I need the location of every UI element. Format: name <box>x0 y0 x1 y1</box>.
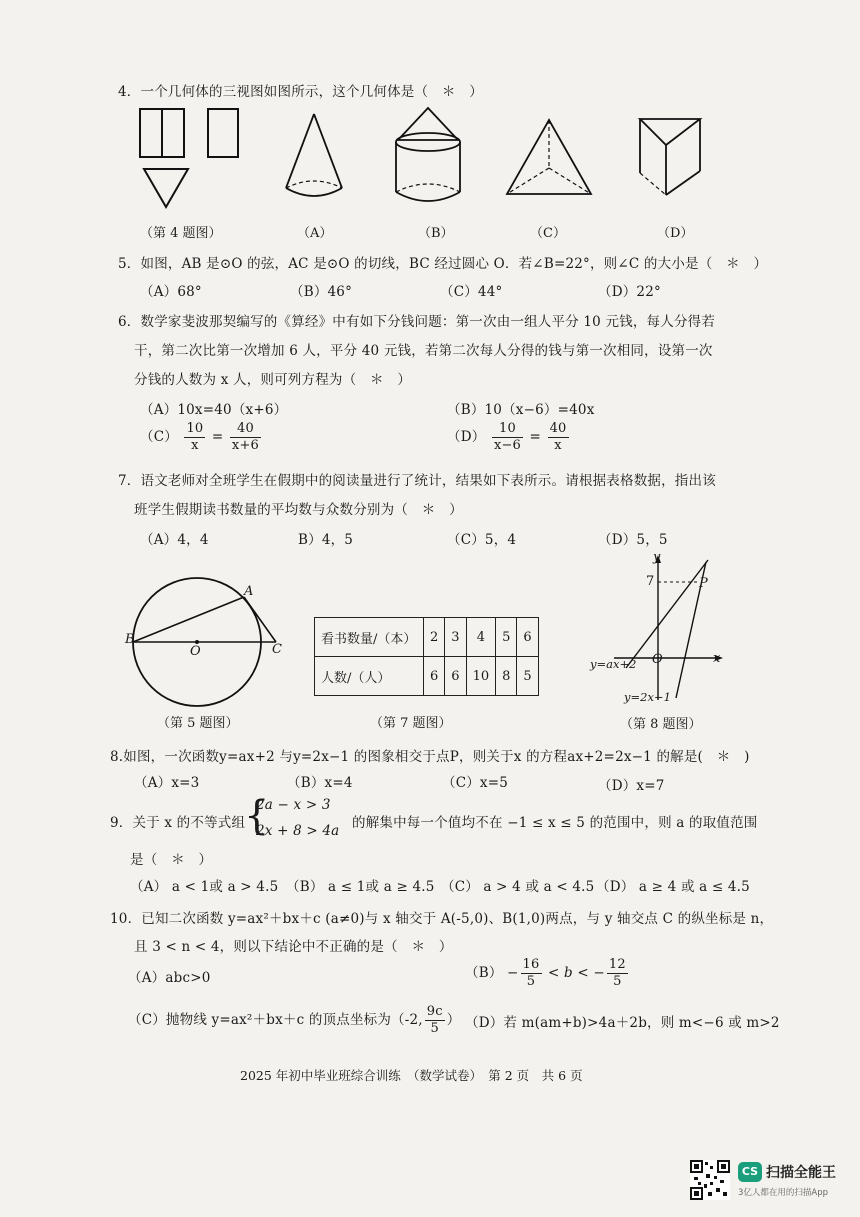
table-cell: 6 <box>445 657 466 696</box>
q4-option-c-pyramid <box>505 118 595 198</box>
q10-option-b-minus2: − <box>593 965 605 981</box>
page-footer: 2025 年初中毕业班综合训练 （数学试卷） 第 2 页 共 6 页 <box>240 1068 583 1083</box>
q6-option-d-num2: 40 <box>549 421 567 436</box>
q6-option-c-den2: x+6 <box>231 438 260 453</box>
q6-option-a: （A）10x=40（x+6） <box>140 402 288 418</box>
q6-option-c-frac2 <box>230 421 261 454</box>
q7-fig-caption: （第 7 题图） <box>370 716 452 731</box>
q10-option-c-den: 5 <box>430 1021 440 1036</box>
q6-option-c-den1: x <box>191 438 199 453</box>
q10-option-a: （A）abc>0 <box>128 970 211 986</box>
q5-figure-circle <box>120 570 300 710</box>
q6-option-c <box>140 421 263 454</box>
q10-option-d: （D）若 m(am+b)>4a＋2b，则 m<−6 或 m>2 <box>465 1015 780 1031</box>
q9-option-c: （C） a > 4 或 a < 4.5 <box>441 879 595 895</box>
q9-prefix: 9．关于 x 的不等式组 <box>110 815 246 831</box>
q4-option-a: （A） <box>297 226 333 241</box>
table-row <box>315 618 539 657</box>
table-cell: 8 <box>496 657 517 696</box>
q4-option-b-cylinder-cone <box>392 106 472 216</box>
q7-row1-header: 看书数量/（本） <box>315 618 424 657</box>
q8-option-a: （A）x=3 <box>134 775 200 791</box>
q6-option-d-den2: x <box>554 438 562 453</box>
q8-label-p: P <box>699 576 708 591</box>
q6-option-d-eq: = <box>529 429 542 445</box>
q9-option-a: （A） a < 1或 a > 4.5 <box>130 879 279 895</box>
q7-option-d: （D）5，5 <box>598 532 668 548</box>
q6-option-d-label: （D） <box>447 429 486 445</box>
q10-option-b-frac1 <box>521 957 542 990</box>
q6-option-c-frac1 <box>184 421 205 454</box>
q8-option-c: （C）x=5 <box>442 775 509 791</box>
q7-stem-line2: 班学生假期读书数量的平均数与众数分别为（ ＊ ） <box>134 502 463 518</box>
q9-line2: 是（ ＊ ） <box>130 852 213 868</box>
q9-option-d: （D） a ≥ 4 或 a ≤ 4.5 <box>596 879 750 895</box>
q6-option-d-frac2 <box>548 421 569 454</box>
q6-option-d-den1: x−6 <box>493 438 522 453</box>
table-cell: 6 <box>517 618 538 657</box>
table-cell: 5 <box>517 657 538 696</box>
q10-option-b-den1: 5 <box>526 974 536 989</box>
q6-stem-line1: 6．数学家斐波那契编写的《算经》中有如下分钱问题：第一次由一组人平分 10 元钱，每人分得若 <box>118 314 716 330</box>
q6-option-c-label: （C） <box>140 429 178 445</box>
q6-option-b: （B）10（x−6）=40x <box>447 402 595 418</box>
q8-fig-caption: （第 8 题图） <box>620 717 702 732</box>
q8-option-b: （B）x=4 <box>287 775 353 791</box>
qr-code-icon <box>690 1160 730 1200</box>
q5-fig-caption: （第 5 题图） <box>157 716 239 731</box>
q4-option-c: （C） <box>530 226 566 241</box>
q10-option-b-num1: 16 <box>522 957 540 972</box>
q5-option-a: （A）68° <box>140 284 202 300</box>
table-cell: 10 <box>466 657 496 696</box>
q10-option-c-frac <box>425 1004 445 1037</box>
q6-option-c-num2: 40 <box>230 421 261 438</box>
table-row <box>315 657 539 696</box>
table-cell: 3 <box>445 618 466 657</box>
q7-row2-header: 人数/（人） <box>315 657 424 696</box>
q10-option-b-frac2 <box>607 957 628 990</box>
q5-label-o: O <box>190 644 201 659</box>
q4-option-d: （D） <box>657 226 694 241</box>
q4-three-views <box>138 105 248 215</box>
q10-option-c-num: 9c <box>426 1004 443 1019</box>
q10-stem-line1: 10．已知二次函数 y=ax²＋bx＋c (a≠0)与 x 轴交于 A(-5,0)、B(1,0)两点，与 y 轴交点 C 的纵坐标是 n， <box>110 911 774 927</box>
q9-brace: { <box>244 793 270 839</box>
q8-stem: 8.如图，一次函数y=ax+2 与y=2x−1 的图象相交于点P，则关于x 的方程ax+2=2x−1 的解是( ＊ ) <box>110 749 750 765</box>
q7-data-table <box>314 617 539 696</box>
q10-option-c-text: （C）抛物线 y=ax²＋bx＋c 的顶点坐标为（-2, <box>128 1012 423 1028</box>
q4-option-d-prism <box>638 115 708 200</box>
scanner-app-title: 扫描全能王 <box>766 1165 836 1181</box>
q8-option-d: （D）x=7 <box>598 778 665 794</box>
table-cell: 6 <box>424 657 445 696</box>
q10-option-b-den2: 5 <box>613 974 622 989</box>
q8-label-y-axis: y <box>653 550 661 565</box>
q9-suffix: 的解集中每一个值均不在 −1 ≤ x ≤ 5 的范围中，则 a 的取值范围 <box>352 815 758 831</box>
q6-option-d <box>447 421 571 454</box>
q6-option-c-eq: = <box>211 429 224 445</box>
q4-option-b: （B） <box>418 226 454 241</box>
q5-option-d: （D）22° <box>598 284 661 300</box>
q10-option-b-num2: 12 <box>608 957 626 972</box>
q9-inequality-1: 2a − x > 3 <box>256 797 331 813</box>
table-cell: 4 <box>466 618 496 657</box>
q9-option-b: （B） a ≤ 1或 a ≥ 4.5 <box>286 879 435 895</box>
q4-fig-caption: （第 4 题图） <box>140 226 222 241</box>
q9-inequality-2: 2x + 8 > 4a <box>256 823 340 839</box>
q7-option-c: （C）5，4 <box>447 532 517 548</box>
q6-option-c-num1: 10 <box>186 421 204 436</box>
q5-option-c: （C）44° <box>440 284 503 300</box>
q10-stem-line2: 且 3 < n < 4，则以下结论中不正确的是（ ＊ ） <box>134 939 453 955</box>
q8-label-line1: y=ax+2 <box>590 657 637 671</box>
q10-option-c <box>128 1004 460 1037</box>
scanner-app-subtitle: 3亿人都在用的扫描App <box>738 1188 829 1198</box>
q8-label-seven: 7 <box>646 574 655 589</box>
table-cell: 2 <box>424 618 445 657</box>
q8-label-line2: y=2x−1 <box>624 690 671 704</box>
q10-option-b-label: （B） <box>465 965 503 981</box>
q7-option-b: B）4，5 <box>298 532 354 548</box>
q6-stem-line3: 分钱的人数为 x 人，则可列方程为（ ＊ ） <box>134 372 412 388</box>
q7-option-a: （A）4，4 <box>140 532 209 548</box>
q4-stem: 4．一个几何体的三视图如图所示，这个几何体是（ ＊ ） <box>118 84 483 100</box>
q6-option-d-num1: 10 <box>492 421 523 438</box>
table-cell: 5 <box>496 618 517 657</box>
q8-label-x-axis: x <box>713 651 721 666</box>
q6-option-d-frac1 <box>492 421 523 454</box>
q5-label-a: A <box>244 584 254 599</box>
q5-label-c: C <box>272 642 282 657</box>
q10-option-b-minus1: − <box>507 965 519 981</box>
q8-label-origin: O <box>652 652 663 667</box>
q7-stem-line1: 7．语文老师对全班学生在假期中的阅读量进行了统计，结果如下表所示。请根据表格数据，指出该 <box>118 473 716 489</box>
q5-label-b: B <box>125 632 135 647</box>
q10-option-b-mid: < b < <box>548 965 589 981</box>
q10-option-c-end: ） <box>446 1012 461 1028</box>
q4-option-a-cone <box>282 112 352 212</box>
q8-figure-graph <box>594 550 734 710</box>
q6-stem-line2: 干，第二次比第一次增加 6 人，平分 40 元钱，若第二次每人分得的钱与第一次相同，设第一次 <box>134 343 713 359</box>
scanner-logo-badge: CS <box>738 1162 762 1182</box>
q10-option-b <box>465 957 630 990</box>
q5-option-b: （B）46° <box>290 284 353 300</box>
q5-stem: 5．如图，AB 是⊙O 的弦，AC 是⊙O 的切线，BC 经过圆心 O．若∠B=22°，则∠C 的大小是（ ＊ ） <box>118 256 768 272</box>
